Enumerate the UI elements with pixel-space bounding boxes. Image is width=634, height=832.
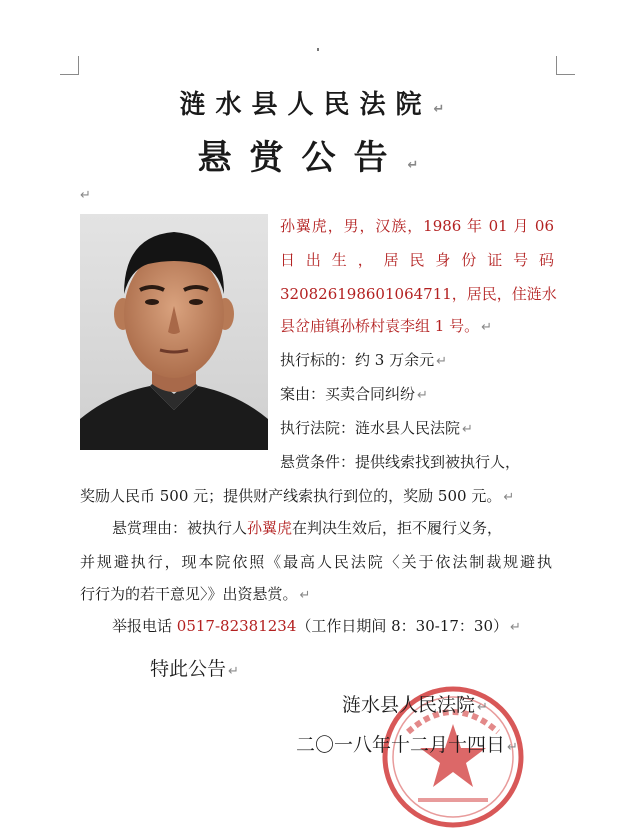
reward-reason-prefix: 悬赏理由：被执行人 — [112, 519, 248, 537]
return-mark-icon: ↵ — [507, 740, 518, 755]
signature-court-text: 涟水县人民法院 — [342, 694, 476, 716]
executed-person-name: 孙翼虎 — [247, 519, 293, 537]
case-cause — [280, 384, 428, 406]
person-info-line-4-text: 县岔庙镇孙桥村袁李组 1 号。 — [280, 317, 480, 335]
person-info-line-1: 孙翼虎，男，汉族，1986 年 01 月 06 — [280, 217, 554, 235]
empty-paragraph — [78, 184, 91, 203]
reward-conditions-line-2 — [80, 486, 514, 508]
report-phone-number: 0517-82381234 — [176, 617, 297, 635]
return-mark-icon: ↵ — [407, 158, 437, 173]
return-mark-icon: ↵ — [80, 188, 91, 203]
reward-reason-suffix: 在判决生效后，拒不履行义务， — [292, 519, 503, 537]
person-info-line-4 — [280, 316, 492, 338]
signature-date — [296, 730, 518, 757]
case-cause-text: 案由：买卖合同纠纷 — [280, 385, 416, 403]
reward-reason-line-3-text: 行行为的若干意见〉》出资悬赏。 — [80, 585, 298, 603]
return-mark-icon: ↵ — [503, 490, 515, 505]
person-info-line-2: 日出生，居民身份证号码 — [280, 251, 554, 269]
return-mark-icon: ↵ — [510, 620, 521, 635]
notice-title — [0, 130, 634, 179]
return-mark-icon: ↵ — [436, 354, 447, 369]
return-mark-icon: ↵ — [433, 102, 455, 117]
signature-date-text: 二〇一八年十二月十四日 — [296, 734, 506, 756]
closing-phrase-text: 特此公告 — [150, 658, 227, 680]
return-mark-icon: ↵ — [481, 320, 492, 335]
person-photo — [80, 214, 268, 450]
reward-conditions-line-1: 悬赏条件：提供线索找到被执行人， — [280, 453, 521, 471]
notice-title-text: 悬赏公告 — [197, 138, 406, 178]
closing-phrase — [150, 654, 239, 681]
return-mark-icon: ↵ — [299, 588, 311, 603]
page-top-mark — [317, 48, 319, 51]
reward-reason-line-3 — [80, 584, 310, 606]
report-hotline-label: 举报电话 — [112, 617, 177, 635]
page-corner-mark-top-left — [60, 56, 79, 75]
executing-court-text: 执行法院：涟水县人民法院 — [280, 419, 461, 437]
executing-court — [280, 418, 473, 440]
return-mark-icon: ↵ — [462, 422, 473, 437]
return-mark-icon: ↵ — [417, 388, 428, 403]
reward-conditions-line-2-text: 奖励人民币 500 元；提供财产线索执行到位的，奖励 500 元。 — [80, 487, 502, 505]
court-heading-text: 涟水县人民法院 — [179, 90, 432, 120]
person-info-line-3: 320826198601064711，居民，住涟水 — [280, 285, 557, 303]
report-hours: （工作日期间 8：30-17：30） — [296, 617, 509, 635]
reward-reason-line-2: 并规避执行，现本院依照《最高人民法院〈关于依法制裁规避执 — [80, 553, 552, 571]
execution-amount-text: 执行标的：约 3 万余元 — [280, 351, 435, 369]
reward-reason-line-1 — [112, 518, 502, 538]
page-corner-mark-top-right — [556, 56, 575, 75]
report-hotline — [112, 616, 521, 638]
execution-amount — [280, 350, 447, 372]
person-portrait-icon — [80, 214, 268, 450]
return-mark-icon: ↵ — [228, 664, 239, 679]
court-heading — [0, 84, 634, 121]
return-mark-icon: ↵ — [477, 700, 488, 715]
signature-court — [342, 690, 488, 717]
